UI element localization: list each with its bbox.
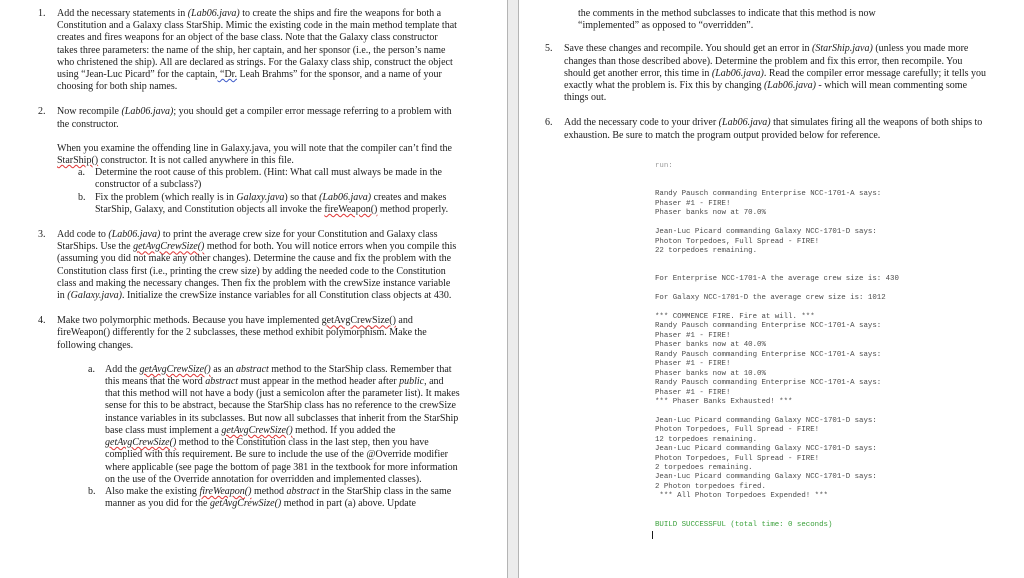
console-line: [655, 285, 985, 294]
console-line: For Enterprise NCC-1701-A the average crew size is: 430: [655, 275, 899, 284]
sub-item-text: Determine the root cause of this problem. (Hint: What call must always be made in the constructor of a subclass?): [95, 167, 442, 191]
console-line: Phaser #1 - FIRE!: [655, 199, 731, 208]
item-number: 1.: [38, 8, 46, 19]
console-line: Photon Torpedoes, Full Spread - FIRE!: [655, 454, 820, 463]
list-item: [38, 315, 460, 510]
sub-item-letter: b.: [88, 485, 96, 497]
item-body: [564, 43, 988, 104]
console-line: Jean-Luc Picard commanding Galaxy NCC-1701-D says:: [655, 445, 877, 454]
page-gutter-divider: [507, 0, 519, 578]
paragraph: Add the necessary statements in (Lab06.java) to create the ships and fire the weapons for both a Constitution and a Galaxy class StarShip. Mimic the existing code in the main method template that creates and fires weapons for an object of the base class. Note that the Galaxy class constructor takes three parameters: the name of the ship, her captain, and her sponsor (i.e., the person’s name who christened the ship). All are declared as strings. For the Galaxy class ship, construct the object using “Jean-Luc Picard” for the captain, “Dr. Leah Brahms” for the sponsor, and a name of your choosing for both ship names.: [57, 8, 457, 93]
console-line: [655, 304, 985, 313]
continuation-paragraph: the comments in the method subclasses to indicate that this method is now “implemented” as opposed to “overridden”.: [578, 8, 876, 32]
console-line: *** COMMENCE FIRE. Fire at will. ***: [655, 313, 815, 321]
item-number: 6.: [545, 117, 553, 129]
paragraph-gap: [57, 352, 460, 364]
console-line: [655, 511, 985, 520]
paragraph-gap: [57, 131, 460, 143]
item-body: [57, 315, 460, 510]
paragraph: When you examine the offending line in Galaxy.java, you will note that the compiler can’t find the StarShip() constructor. It is not called anywhere in this file.: [57, 142, 452, 167]
console-line: 2 torpedoes remaining.: [655, 464, 753, 472]
console-line: Randy Pausch commanding Enterprise NCC-1701-A says:: [655, 350, 882, 359]
item-number: 2.: [38, 106, 46, 118]
page-2-items: [545, 43, 988, 141]
list-item: [545, 43, 988, 104]
console-line: [655, 407, 985, 416]
sub-item: [88, 486, 460, 510]
program-output-console: [655, 162, 985, 539]
list-item: [545, 117, 988, 141]
console-line: Randy Pausch commanding Enterprise NCC-1701-A says:: [655, 379, 882, 388]
console-line: 22 torpedoes remaining.: [655, 246, 758, 255]
item-number: 4.: [38, 315, 46, 327]
paragraph: Save these changes and recompile. You should get an error in (StarShip.java) (unless you made more changes than those described above). Determine the problem and fix this error, then recompile. You should get another error, this time in (Lab06.java). Read the compiler error message carefully; it tells you exactly what the problem is. Fix this by changing (Lab06.java) - which will mean commenting some things out.: [564, 43, 987, 104]
sub-item-text: Fix the problem (which really is in Galaxy.java) so that (Lab06.java) creates and makes StarShip, Galaxy, and Constitution objects all invoke the fireWeapon() method properly.: [95, 191, 449, 215]
item-body: [564, 117, 988, 141]
item-body: [57, 229, 460, 302]
list-item: [38, 229, 460, 302]
console-line: 12 torpedoes remaining.: [655, 435, 758, 444]
console-line: [655, 219, 985, 228]
paragraph: Make two polymorphic methods. Because you have implemented getAvgCrewSize() and fireWeapon() differently for the 2 subclasses, these method exhibit polymorphism. Make the following changes.: [57, 315, 427, 351]
list-item: [38, 8, 460, 93]
page-2-text-column: [545, 8, 988, 155]
sub-item-letter: b.: [78, 191, 86, 203]
page-1-text-column: [38, 8, 460, 523]
console-line: *** All Photon Torpedoes Expended! ***: [655, 492, 828, 501]
console-line: Phaser banks now at 10.0%: [655, 369, 766, 378]
console-line: [655, 266, 985, 275]
console-line: [655, 502, 985, 511]
console-line: *** Phaser Banks Exhausted! ***: [655, 397, 793, 406]
console-line: Phaser banks now at 40.0%: [655, 341, 766, 350]
console-line: Jean-Luc Picard commanding Galaxy NCC-1701-D says:: [655, 416, 877, 425]
paragraph: Add code to (Lab06.java) to print the average crew size for your Constitution and Galaxy class StarShips. Use the getAvgCrewSize() method for both. You will notice errors when you compile this (assuming you did not make any other changes). Determine the cause and fix the problem with the Constitution class first (i.e., printing the crew size) by adding the needed code to the Constitution class and making the necessary changes. Then fix the problem with the crewSize instance variable in (Galaxy.java). Initialize the crewSize instance variables for all Constitution class objects at 430.: [57, 229, 457, 302]
console-line: [655, 181, 985, 190]
item-number: 3.: [38, 229, 46, 241]
console-line: [655, 171, 985, 180]
item-body: [57, 8, 460, 93]
console-line: Jean-Luc Picard commanding Galaxy NCC-1701-D says:: [655, 473, 877, 482]
console-line: Photon Torpedoes, Full Spread - FIRE!: [655, 426, 820, 435]
console-line: Photon Torpedoes, Full Spread - FIRE!: [655, 237, 820, 246]
item-number: 5.: [545, 43, 553, 55]
sub-item-text: Also make the existing fireWeapon() method abstract in the StarShip class in the same manner as you did for the getAvgCrewSize() method in part (a) above. Update: [105, 485, 452, 510]
console-run-label: run:: [655, 162, 673, 170]
console-line: For Galaxy NCC-1701-D the average crew size is: 1012: [655, 294, 886, 303]
console-build-successful-line: BUILD SUCCESSFUL (total time: 0 seconds): [655, 520, 833, 529]
console-line: 2 Photon torpedoes fired.: [655, 482, 766, 491]
sub-item: [78, 167, 460, 191]
paragraph: Now recompile (Lab06.java); you should get a compiler error message referring to a problem with the constructor.: [57, 106, 452, 130]
text-caret: [652, 531, 653, 539]
console-line: Jean-Luc Picard commanding Galaxy NCC-1701-D says:: [655, 228, 877, 237]
item-body: [57, 106, 460, 216]
console-line: Phaser banks now at 70.0%: [655, 209, 766, 218]
sub-item-text: Add the getAvgCrewSize() as an abstract method to the StarShip class. Remember that this means that the word abstract must appear in the method header after public, and that this method will not have a body (just a semicolon after the parameter list). It makes sense for this to be abstract, because the StarShip class has no reference to the crewSize instance variables in its subclasses. But now all subclasses that inherit from the StarShip base class must implement a getAvgCrewSize() method. If you added the getAvgCrewSize() method to the Constitution class in the last step, then you have complied with this requirement. Be sure to include the use of the @Override modifier where applicable (see page the bottom of page 381 in the textbook for more information on the use of the Override annotation for overridden and implemented classes).: [105, 363, 460, 485]
console-line: [655, 256, 985, 265]
console-line: Phaser #1 - FIRE!: [655, 360, 731, 369]
list-item: [38, 106, 460, 216]
console-line: Phaser #1 - FIRE!: [655, 388, 731, 397]
console-line: Randy Pausch commanding Enterprise NCC-1701-A says:: [655, 322, 882, 331]
sub-item: [78, 192, 460, 216]
sub-item-letter: a.: [78, 167, 85, 179]
sub-item-letter: a.: [88, 363, 95, 375]
console-line: Randy Pausch commanding Enterprise NCC-1701-A says:: [655, 190, 882, 199]
console-line: Phaser #1 - FIRE!: [655, 331, 731, 340]
paragraph: Add the necessary code to your driver (Lab06.java) that simulates firing all the weapons of both ships to exhaustion. Be sure to match the program output provided below for reference.: [564, 117, 983, 141]
sub-item: [88, 364, 460, 486]
